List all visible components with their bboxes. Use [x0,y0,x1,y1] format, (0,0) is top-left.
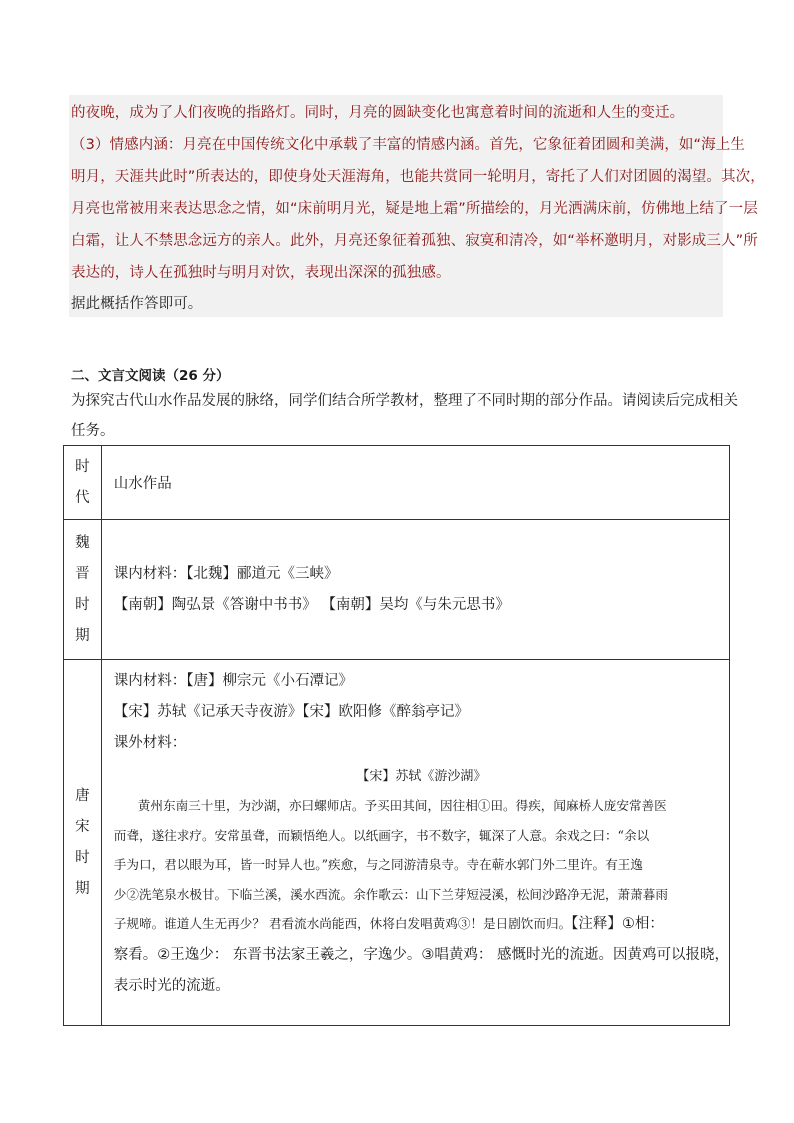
section-heading: 二、文言文阅读（26 分） [71,368,230,384]
answer-line-5: 白霜，让人不禁思念远方的亲人。此外，月亮还象征着孤独、寂寞和清冷，如“举杯邀明月，对影成三人”所 [71,233,758,249]
works-table [63,445,730,1026]
era-char: 时 [75,596,90,613]
section-intro-line-1: 为探究古代山水作品发展的脉络，同学们结合所学教材，整理了不同时期的部分作品。请阅读后完成相关 [71,393,738,409]
era-cell-tang-song [64,660,102,1026]
excerpt-line: 黄州东南三十里，为沙湖，亦曰螺师店。予买田其间，因往相①田。得疾，闻麻桥人庞安常善医 [137,798,667,813]
era-char: 晋 [75,565,90,582]
section-intro-line-2: 任务。 [71,423,115,439]
era-header-cell [64,446,102,520]
wei-jin-line-1: 课内材料：【北魏】郦道元《三峡》 [113,565,339,582]
table-row-wei-jin [64,520,730,660]
content-header-cell [101,446,729,520]
answer-closing: 据此概括作答即可。 [71,296,203,312]
tang-song-line-1: 课内材料：【唐】柳宗元《小石潭记》 [113,673,354,689]
answer-line-3: 明月，天涯共此时”所表达的，即使身处天涯海角，也能共赏同一轮明月，寄托了人们对团圆的渴望。其次， [71,169,765,185]
era-char: 期 [75,627,90,644]
era-char: 魏 [75,534,90,551]
tang-song-line-3: 课外材料： [113,735,187,751]
answer-line-1: 的夜晚，成为了人们夜晚的指路灯。同时，月亮的圆缺变化也寓意着时间的流逝和人生的变迁。 [71,105,685,121]
note-line: 察看。②王逸少： 东晋书法家王羲之，字逸少。③唱黄鸡： 感慨时光的流逝。因黄鸡可以报晓， [113,946,729,963]
content-cell-tang-song [101,660,729,1026]
excerpt-line: 子规啼。谁道人生无再少？ 君看流水尚能西，休将白发唱黄鸡③！是日剧饮而归。 [113,916,572,931]
era-header-char: 时 [75,458,90,475]
excerpt-title: 【宋】苏轼《游沙湖》 [356,769,487,784]
content-header-label: 山水作品 [113,476,172,492]
answer-line-6: 表达的，诗人在孤独时与明月对饮，表现出深深的孤独感。 [71,265,451,281]
era-cell-wei-jin [64,520,102,660]
note-label: 【注释】①相： [571,916,664,932]
content-cell-wei-jin [101,520,729,660]
era-header-char: 代 [75,489,90,506]
era-char: 唐 [75,787,90,804]
answer-line-2: （3）情感内涵：月亮在中国传统文化中承载了丰富的情感内涵。首先，它象征着团圆和美满，如“海上生 [71,137,745,153]
table-header-row [64,446,730,520]
table-row-tang-song [64,660,730,1026]
era-char: 宋 [75,818,90,835]
excerpt-line: 少②洗笔泉水极甘。下临兰溪，溪水西流。余作歌云：山下兰芽短浸溪，松间沙路净无泥，萧萧暮雨 [113,886,668,902]
excerpt-line: 手为口，君以眼为耳，皆一时异人也。”疾愈，与之同游清泉寺。寺在蕲水郭门外二里许。有王逸 [113,857,643,872]
wei-jin-line-2: 【南朝】陶弘景《答谢中书书》 【南朝】吴均《与朱元思书》 [113,596,510,613]
tang-song-line-2: 【宋】苏轼《记承天寺夜游》【宋】欧阳修《醉翁亭记》 [113,704,470,720]
era-char: 期 [75,880,90,897]
note-line: 表示时光的流逝。 [113,977,230,994]
era-char: 时 [75,849,90,866]
excerpt-body [114,791,729,940]
answer-line-4: 月亮也常被用来表达思念之情，如“床前明月光，疑是地上霜”所描绘的，月光洒满床前，仿佛地上结了一层 [71,201,758,217]
excerpt-line: 而聋，遂往求疗。安常虽聋，而颖悟绝人。以纸画字，书不数字，辄深了人意。余戏之曰：“余以 [113,827,650,843]
